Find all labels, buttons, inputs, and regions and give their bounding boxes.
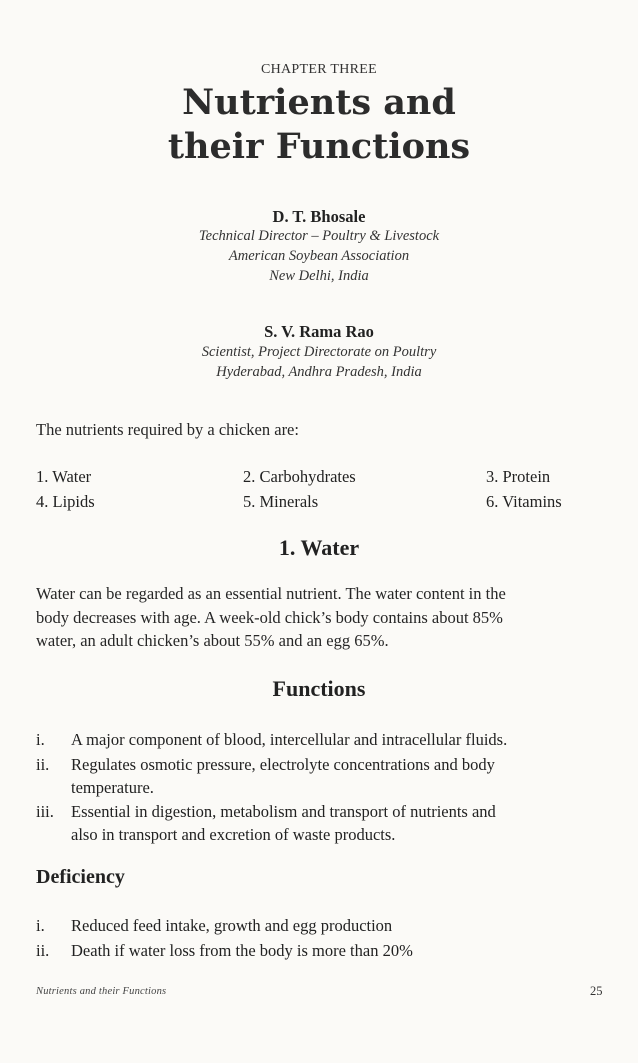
author-affiliation-line: Scientist, Project Directorate on Poultry [201,344,437,360]
page-number: 25 [590,984,603,998]
subheading-deficiency: Deficiency [36,866,125,888]
list-numeral: ii. [36,755,50,774]
list-text-line: Death if water loss from the body is more than 20% [71,941,413,960]
deficiency-list-item [36,939,616,962]
nutrient-column-3 [486,464,562,514]
deficiency-list-item [36,914,616,937]
section-heading-water: 1. Water [278,535,360,560]
list-numeral: iii. [36,802,54,821]
author-name-rama-rao: S. V. Rama Rao [264,322,374,341]
functions-list-item [36,728,616,751]
paragraph-line: water, an adult chicken’s about 55% and an egg 65%. [36,631,389,650]
author-affiliation-line: New Delhi, India [269,268,369,284]
nutrient-item: 3. Protein [486,467,551,486]
author-affiliation-line: Technical Director – Poultry & Livestock [198,228,440,244]
nutrient-item: 2. Carbohydrates [243,467,356,486]
nutrient-column-2 [243,464,356,514]
chapter-label: CHAPTER THREE [260,62,378,77]
list-numeral: i. [36,730,45,749]
running-footer-title: Nutrients and their Functions [36,986,167,997]
functions-list-item [36,800,616,846]
list-numeral: i. [36,916,45,935]
author-affiliation-line: American Soybean Association [228,248,410,264]
nutrient-item: 1. Water [36,467,92,486]
list-text-line: A major component of blood, intercellular and intracellular fluids. [71,730,508,749]
intro-text: The nutrients required by a chicken are: [36,420,299,439]
nutrient-item: 6. Vitamins [486,492,562,511]
paragraph-line: Water can be regarded as an essential nutrient. The water content in the [36,584,506,603]
author-affiliation-line: Hyderabad, Andhra Pradesh, India [216,364,422,380]
paragraph-line: body decreases with age. A week-old chick’s body contains about 85% [36,607,503,627]
list-numeral: ii. [36,941,50,960]
nutrient-column-1 [36,464,95,514]
chapter-title-line-2: their Functions [167,126,471,167]
section-heading-functions: Functions [272,676,366,701]
author-name-bhosale: D. T. Bhosale [272,207,366,226]
nutrient-item: 5. Minerals [243,492,319,511]
nutrient-item: 4. Lipids [36,492,95,511]
chapter-title-line-1: Nutrients and [182,82,456,123]
water-paragraph [36,582,614,653]
list-text-line: Essential in digestion, metabolism and transport of nutrients and [71,802,496,821]
list-text-line: temperature. [71,778,154,797]
list-text-line: also in transport and excretion of waste products. [71,825,396,844]
list-text-line: Reduced feed intake, growth and egg production [71,916,393,935]
list-text-line: Regulates osmotic pressure, electrolyte concentrations and body [71,755,495,774]
functions-list-item [36,753,616,799]
